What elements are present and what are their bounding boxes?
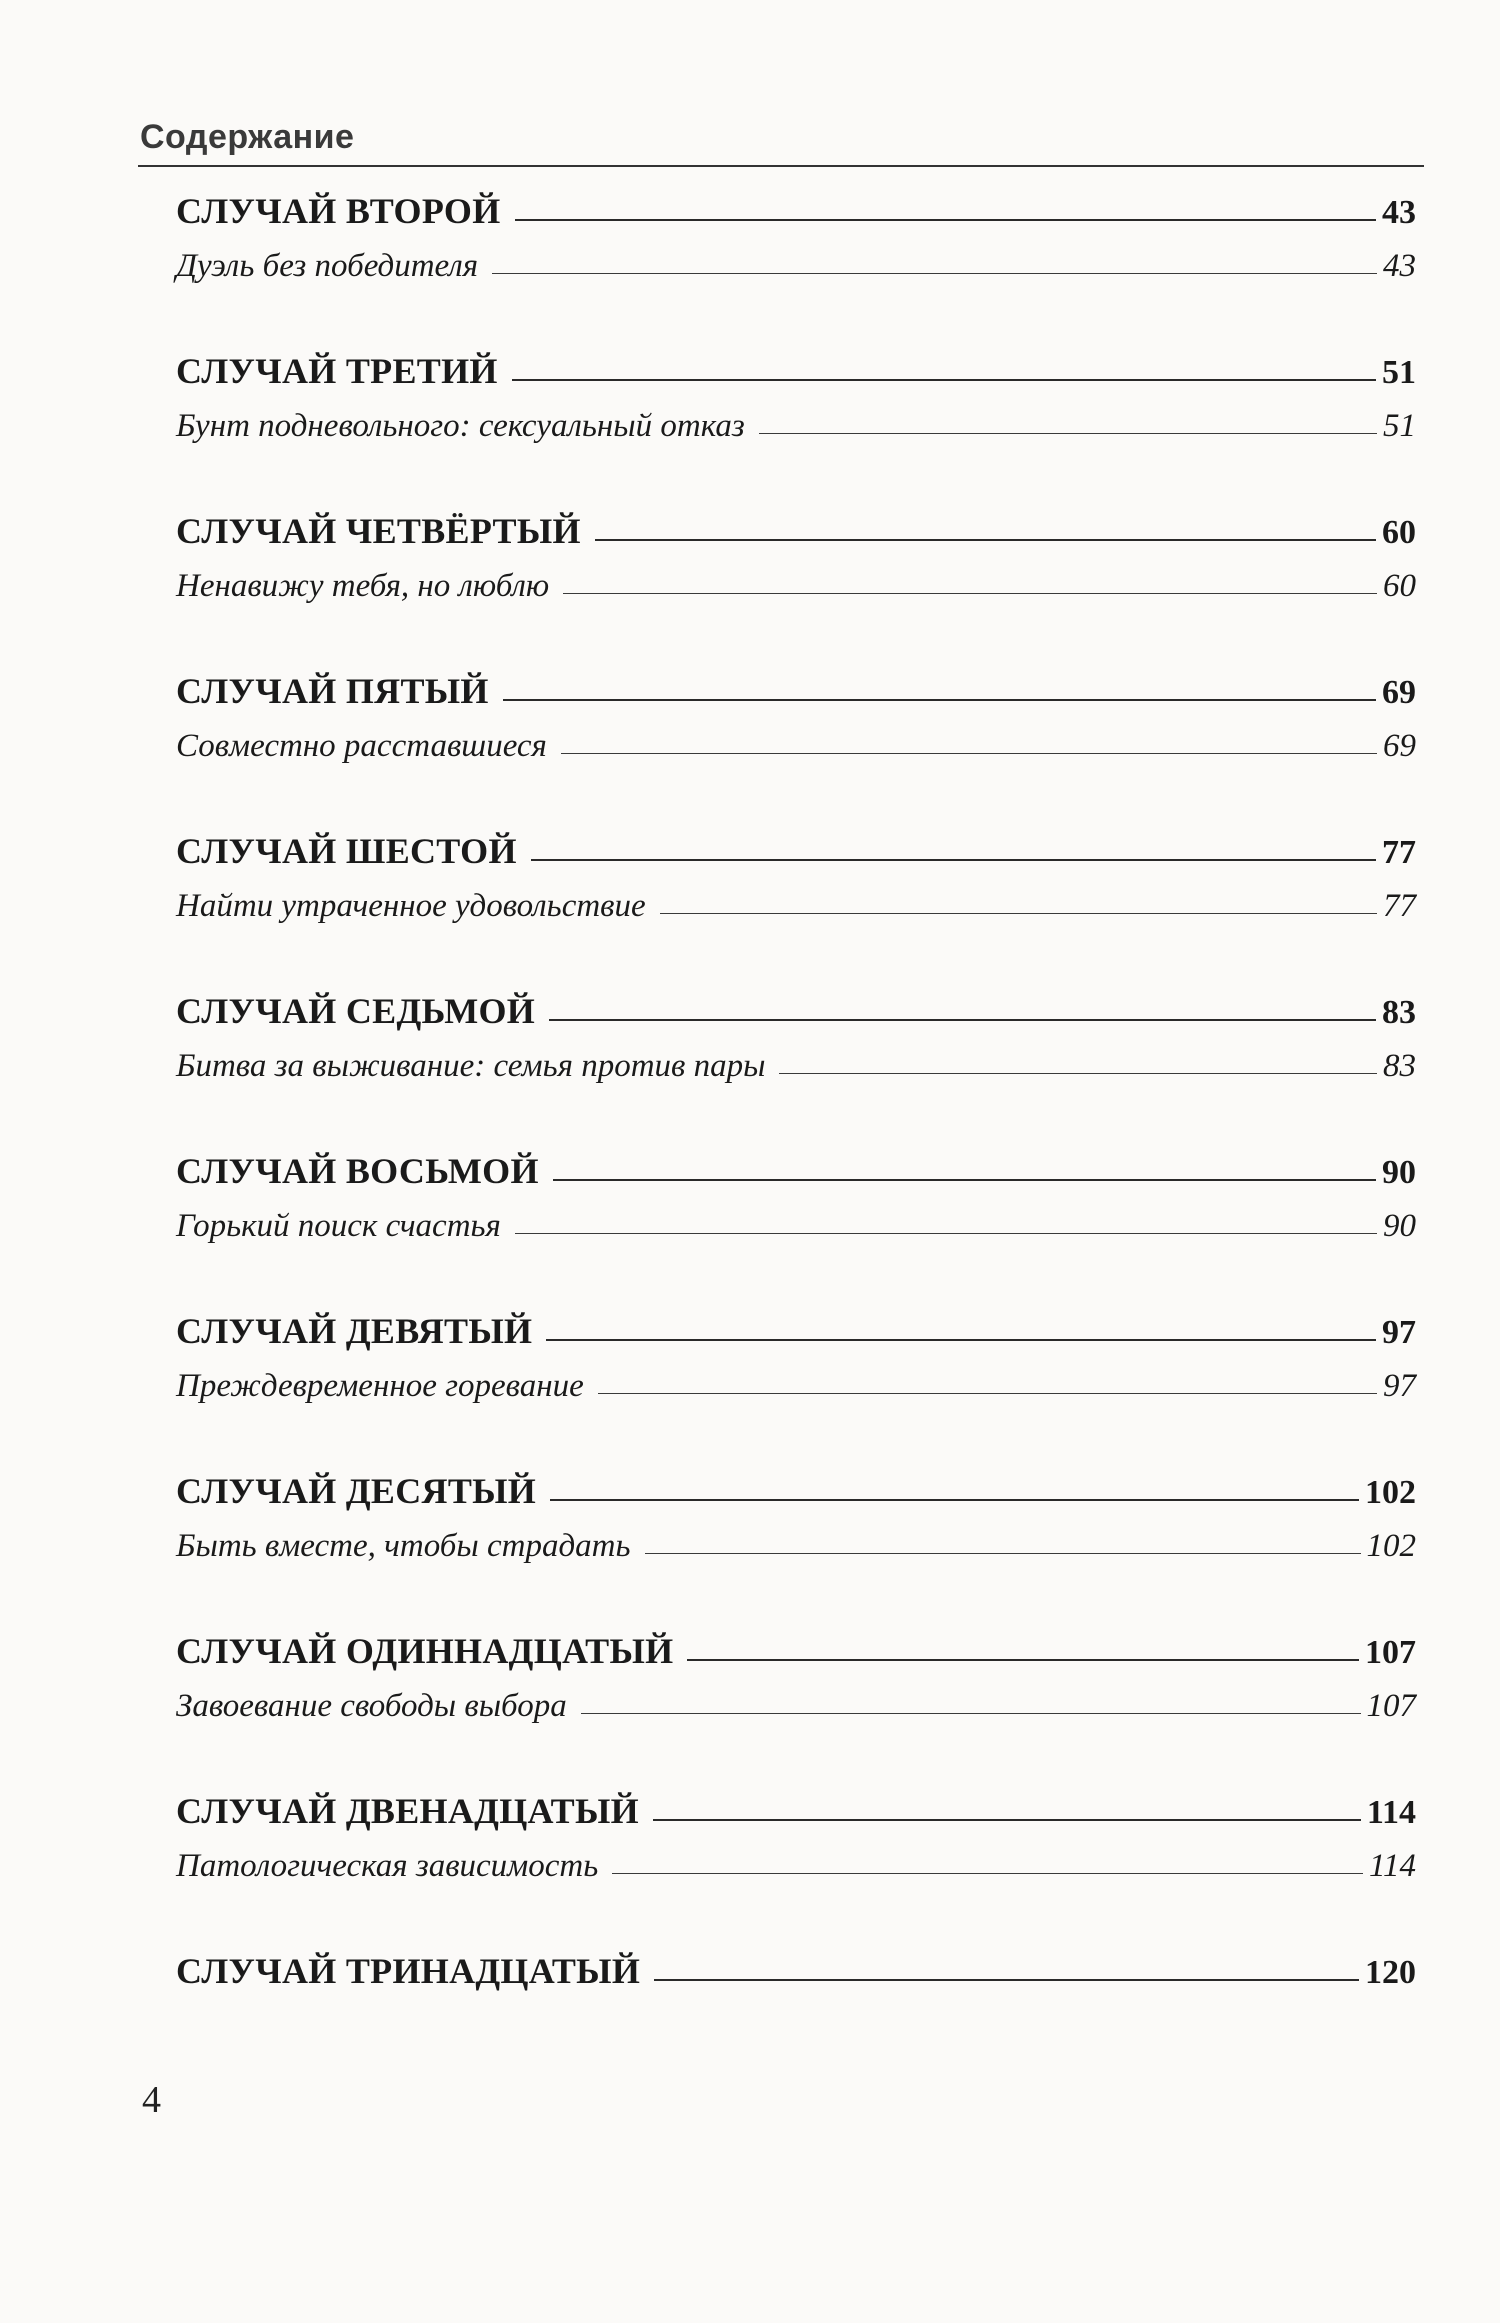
toc-case-page: 120: [1365, 1954, 1416, 1991]
toc-case-title: СЛУЧАЙ ОДИННАДЦАТЫЙ: [176, 1631, 674, 1671]
toc-leader-line: [549, 1019, 1376, 1021]
toc-case-entry[interactable]: [176, 1630, 1416, 1688]
toc-leader-line: [595, 539, 1376, 541]
toc-subtitle-title: Битва за выживание: семья против пары: [176, 1048, 766, 1084]
toc-subtitle-entry[interactable]: [176, 1528, 1416, 1582]
toc-subtitle-title: Бунт подневольного: сексуальный отказ: [176, 408, 745, 444]
toc-case-entry[interactable]: [176, 510, 1416, 568]
toc-group: [176, 510, 1416, 622]
toc-case-page: 102: [1365, 1474, 1416, 1511]
table-of-contents: [176, 180, 1416, 2008]
toc-leader-line: [492, 273, 1377, 274]
toc-group: [176, 1150, 1416, 1262]
toc-case-title: СЛУЧАЙ ДЕСЯТЫЙ: [176, 1471, 537, 1511]
toc-leader-line: [759, 433, 1377, 434]
toc-case-entry[interactable]: [176, 830, 1416, 888]
toc-group: [176, 350, 1416, 462]
toc-case-entry[interactable]: [176, 190, 1416, 248]
toc-case-title: СЛУЧАЙ ВОСЬМОЙ: [176, 1151, 539, 1191]
toc-subtitle-entry[interactable]: [176, 248, 1416, 302]
toc-leader-line: [563, 593, 1377, 594]
toc-leader-line: [598, 1393, 1377, 1394]
toc-case-page: 83: [1382, 994, 1416, 1031]
toc-subtitle-page: 102: [1366, 1528, 1416, 1564]
toc-case-page: 60: [1382, 514, 1416, 551]
toc-subtitle-entry[interactable]: [176, 728, 1416, 782]
toc-subtitle-title: Завоевание свободы выбора: [176, 1688, 567, 1724]
toc-case-entry[interactable]: [176, 1150, 1416, 1208]
toc-case-page: 114: [1366, 1794, 1416, 1831]
toc-group: [176, 190, 1416, 302]
toc-subtitle-entry[interactable]: [176, 888, 1416, 942]
toc-case-page: 43: [1382, 194, 1416, 231]
toc-group: [176, 1950, 1416, 2008]
toc-group: [176, 1470, 1416, 1582]
toc-leader-line: [654, 1979, 1359, 1981]
toc-case-page: 90: [1382, 1154, 1416, 1191]
toc-leader-line: [550, 1499, 1359, 1501]
toc-subtitle-page: 97: [1383, 1368, 1416, 1404]
toc-leader-line: [653, 1819, 1361, 1821]
toc-case-title: СЛУЧАЙ ЧЕТВЁРТЫЙ: [176, 511, 581, 551]
toc-leader-line: [645, 1553, 1361, 1554]
toc-subtitle-title: Патологическая зависимость: [176, 1848, 599, 1884]
toc-leader-line: [546, 1339, 1376, 1341]
toc-subtitle-title: Преждевременное горевание: [176, 1368, 584, 1404]
toc-subtitle-title: Совместно расставшиеся: [176, 728, 547, 764]
toc-group: [176, 670, 1416, 782]
toc-leader-line: [512, 379, 1376, 381]
toc-leader-line: [561, 753, 1377, 754]
toc-subtitle-entry[interactable]: [176, 408, 1416, 462]
toc-case-entry[interactable]: [176, 670, 1416, 728]
running-header: Содержание: [140, 118, 355, 156]
toc-case-title: СЛУЧАЙ ДЕВЯТЫЙ: [176, 1311, 533, 1351]
toc-case-entry[interactable]: [176, 1950, 1416, 2008]
page-number: 4: [142, 2079, 161, 2121]
toc-group: [176, 990, 1416, 1102]
toc-leader-line: [581, 1713, 1361, 1714]
header-rule: [138, 165, 1424, 167]
toc-group: [176, 1790, 1416, 1902]
toc-subtitle-entry[interactable]: [176, 1848, 1416, 1902]
toc-subtitle-entry[interactable]: [176, 1368, 1416, 1422]
toc-group: [176, 830, 1416, 942]
toc-case-title: СЛУЧАЙ ДВЕНАДЦАТЫЙ: [176, 1791, 639, 1831]
toc-leader-line: [779, 1073, 1377, 1074]
toc-subtitle-title: Ненавижу тебя, но люблю: [176, 568, 550, 604]
toc-case-entry[interactable]: [176, 350, 1416, 408]
toc-leader-line: [660, 913, 1377, 914]
toc-case-title: СЛУЧАЙ ШЕСТОЙ: [176, 831, 517, 871]
toc-subtitle-page: 83: [1383, 1048, 1416, 1084]
toc-subtitle-page: 69: [1383, 728, 1416, 764]
toc-case-page: 51: [1382, 354, 1416, 391]
toc-subtitle-title: Горький поиск счастья: [176, 1208, 501, 1244]
toc-case-page: 77: [1382, 834, 1416, 871]
toc-group: [176, 1630, 1416, 1742]
toc-case-page: 97: [1382, 1314, 1416, 1351]
toc-leader-line: [503, 699, 1376, 701]
toc-subtitle-entry[interactable]: [176, 568, 1416, 622]
toc-leader-line: [687, 1659, 1359, 1661]
toc-subtitle-page: 90: [1383, 1208, 1416, 1244]
toc-case-page: 107: [1365, 1634, 1416, 1671]
toc-leader-line: [531, 859, 1376, 861]
toc-group: [176, 1310, 1416, 1422]
toc-leader-line: [515, 1233, 1377, 1234]
toc-subtitle-entry[interactable]: [176, 1208, 1416, 1262]
toc-subtitle-title: Дуэль без победителя: [176, 248, 479, 284]
toc-case-page: 69: [1382, 674, 1416, 711]
toc-case-entry[interactable]: [176, 1790, 1416, 1848]
toc-leader-line: [612, 1873, 1363, 1874]
toc-subtitle-page: 77: [1383, 888, 1416, 924]
toc-case-title: СЛУЧАЙ ТРЕТИЙ: [176, 351, 498, 391]
toc-case-entry[interactable]: [176, 990, 1416, 1048]
toc-case-entry[interactable]: [176, 1470, 1416, 1528]
toc-case-title: СЛУЧАЙ СЕДЬМОЙ: [176, 991, 536, 1031]
toc-leader-line: [515, 219, 1376, 221]
toc-subtitle-title: Быть вместе, чтобы страдать: [176, 1528, 631, 1564]
toc-subtitle-title: Найти утраченное удовольствие: [176, 888, 646, 924]
toc-subtitle-page: 60: [1383, 568, 1416, 604]
toc-subtitle-entry[interactable]: [176, 1688, 1416, 1742]
toc-case-title: СЛУЧАЙ ПЯТЫЙ: [176, 671, 489, 711]
toc-case-entry[interactable]: [176, 1310, 1416, 1368]
toc-case-title: СЛУЧАЙ ТРИНАДЦАТЫЙ: [176, 1951, 641, 1991]
toc-subtitle-page: 107: [1366, 1688, 1416, 1724]
toc-leader-line: [553, 1179, 1376, 1181]
toc-subtitle-page: 114: [1368, 1848, 1416, 1884]
toc-subtitle-page: 43: [1383, 248, 1416, 284]
toc-case-title: СЛУЧАЙ ВТОРОЙ: [176, 191, 501, 231]
toc-subtitle-entry[interactable]: [176, 1048, 1416, 1102]
toc-subtitle-page: 51: [1383, 408, 1416, 444]
